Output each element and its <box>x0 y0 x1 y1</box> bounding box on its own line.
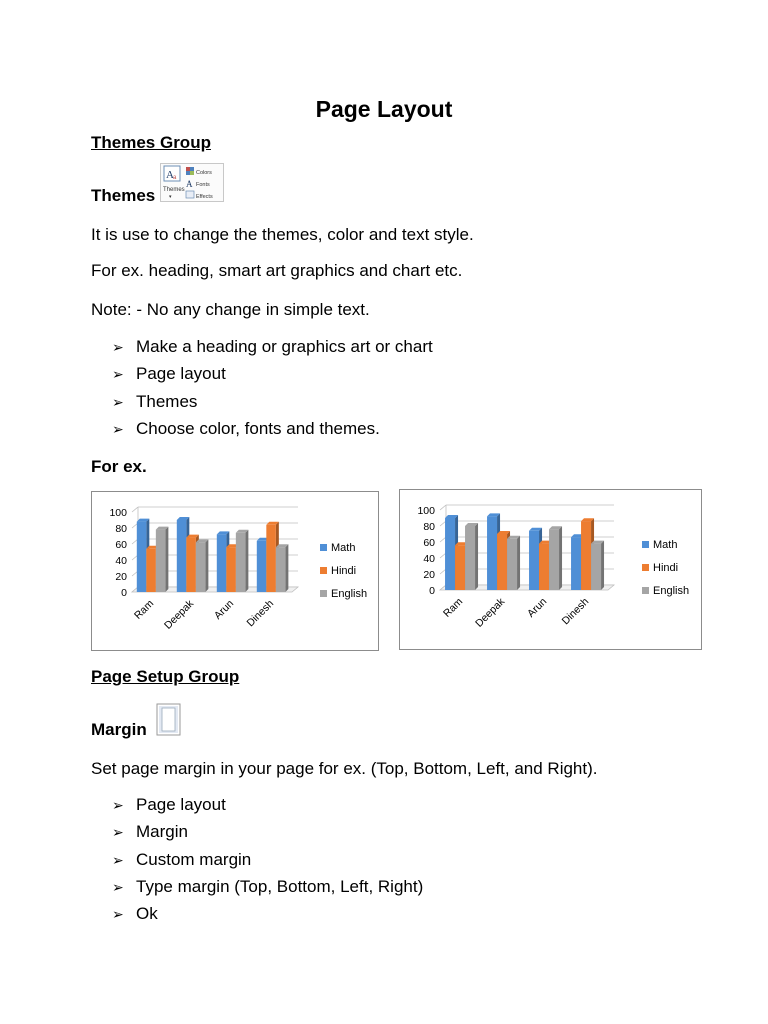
y-tick-label: 80 <box>115 523 127 535</box>
bullet-arrow-icon: ➢ <box>112 907 124 923</box>
themes-icon-item-colors: Colors <box>196 170 212 176</box>
list-item: ➢ Custom margin <box>112 850 252 869</box>
bar <box>156 530 166 592</box>
bar <box>591 544 601 590</box>
y-tick-label: 0 <box>121 587 127 599</box>
bar <box>497 534 507 590</box>
bullet-arrow-icon: ➢ <box>112 340 124 356</box>
x-tick-label: Deepak <box>473 595 508 630</box>
bar <box>455 545 465 590</box>
margin-ribbon-icon <box>156 703 182 737</box>
bullet-arrow-icon: ➢ <box>112 422 124 438</box>
y-tick-label: 60 <box>115 539 127 551</box>
bar <box>186 538 196 592</box>
y-tick-label: 20 <box>115 571 127 583</box>
bar <box>257 541 267 592</box>
legend-label: Math <box>331 542 356 554</box>
bar-side <box>559 526 562 590</box>
bar-side <box>517 536 520 590</box>
bar <box>276 547 286 592</box>
bar-side <box>165 527 168 592</box>
legend-swatch <box>320 544 327 551</box>
gridline-side <box>440 505 446 510</box>
x-tick-label: Ram <box>441 595 466 620</box>
list-item: ➢ Make a heading or graphics art or chart <box>112 337 433 356</box>
x-tick-label: Arun <box>211 597 237 622</box>
gridline-side <box>132 507 138 512</box>
y-tick-label: 100 <box>109 507 127 519</box>
chart-2 <box>400 490 701 649</box>
legend-swatch <box>320 567 327 574</box>
bar <box>217 534 227 592</box>
bar <box>487 516 497 590</box>
legend-swatch <box>642 541 649 548</box>
legend-swatch <box>642 564 649 571</box>
legend-label: Math <box>653 539 678 551</box>
y-tick-label: 20 <box>423 569 435 581</box>
bar-side <box>601 541 604 590</box>
bar <box>529 531 539 590</box>
y-tick-label: 40 <box>115 555 127 567</box>
legend-label: English <box>331 588 368 600</box>
bar <box>507 539 517 590</box>
list-item: ➢ Ok <box>112 904 158 923</box>
svg-text:▾: ▾ <box>169 194 172 200</box>
bar-side <box>285 544 288 592</box>
bar <box>226 547 236 592</box>
bar-side <box>475 523 478 590</box>
bullet-arrow-icon: ➢ <box>112 367 124 383</box>
themes-icon-big-label: Themes <box>163 187 185 193</box>
list-item: ➢ Page layout <box>112 795 226 814</box>
legend-swatch <box>320 590 327 597</box>
themes-group-heading: Themes Group <box>91 133 211 152</box>
bar <box>465 526 475 590</box>
bullet-arrow-icon: ➢ <box>112 853 124 869</box>
x-tick-label: Deepak <box>162 597 197 632</box>
svg-text:A: A <box>186 179 193 189</box>
list-item: ➢ Choose color, fonts and themes. <box>112 419 380 438</box>
legend-label: Hindi <box>653 562 679 574</box>
bullet-arrow-icon: ➢ <box>112 798 124 814</box>
y-tick-label: 0 <box>429 585 435 597</box>
bar <box>146 549 156 592</box>
y-tick-label: 60 <box>423 537 435 549</box>
themes-icon-item-fonts: Fonts <box>196 182 210 188</box>
legend-label: Hindi <box>331 565 357 577</box>
bar <box>177 520 187 592</box>
margin-label: Margin <box>91 720 147 739</box>
list-item: ➢ Type margin (Top, Bottom, Left, Right) <box>112 877 424 896</box>
themes-label: Themes <box>91 186 156 205</box>
margin-para: Set page margin in your page for ex. (Top, Bottom, Left, and Right). <box>91 759 598 778</box>
list-item: ➢ Page layout <box>112 364 226 383</box>
x-tick-label: Dinesh <box>244 597 277 630</box>
for-example-label: For ex. <box>91 457 147 476</box>
list-item: ➢ Margin <box>112 822 188 841</box>
margin-icon <box>156 703 182 737</box>
bar <box>581 521 591 590</box>
page-setup-group-heading: Page Setup Group <box>91 667 240 686</box>
bullet-arrow-icon: ➢ <box>112 880 124 896</box>
y-tick-label: 80 <box>423 521 435 533</box>
svg-text:a: a <box>173 175 177 181</box>
x-tick-label: Arun <box>525 595 550 620</box>
themes-para-2: For ex. heading, smart art graphics and chart etc. <box>91 261 463 280</box>
chart-frame-2 <box>399 489 702 650</box>
bar <box>236 533 246 592</box>
x-tick-label: Ram <box>131 597 157 622</box>
y-tick-label: 40 <box>423 553 435 565</box>
bullet-arrow-icon: ➢ <box>112 825 124 841</box>
list-item: ➢ Themes <box>112 392 198 411</box>
bar-side <box>245 530 248 592</box>
themes-ribbon-icon <box>160 163 224 202</box>
themes-note: Note: - No any change in simple text. <box>91 300 370 319</box>
legend-label: English <box>653 585 690 597</box>
svg-text:A: A <box>166 169 174 181</box>
bar <box>137 522 147 592</box>
bullet-arrow-icon: ➢ <box>112 395 124 411</box>
bar-side <box>205 539 208 592</box>
legend-swatch <box>642 587 649 594</box>
themes-icon-item-effects: Effects <box>196 194 213 200</box>
x-tick-label: Dinesh <box>559 595 592 628</box>
bar <box>445 518 455 590</box>
bar <box>549 529 559 590</box>
y-tick-label: 100 <box>417 505 435 517</box>
page-title: Page Layout <box>315 96 453 122</box>
themes-icon-graphic <box>161 164 223 201</box>
bar <box>539 544 549 590</box>
bar <box>266 525 276 592</box>
bar <box>196 542 206 592</box>
themes-para-1: It is use to change the themes, color and text style. <box>91 225 474 244</box>
bar <box>571 537 581 590</box>
chart-frame-1 <box>91 491 379 651</box>
chart-1 <box>92 492 378 650</box>
